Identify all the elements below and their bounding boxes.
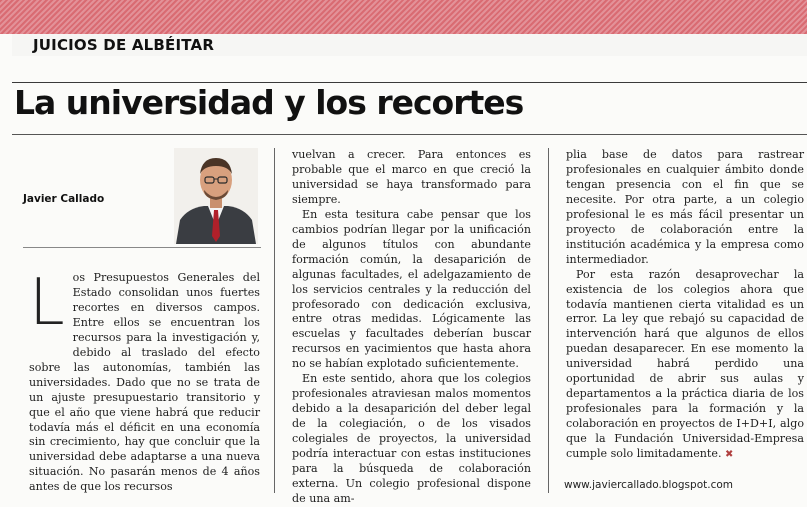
column-3 bbox=[566, 148, 804, 463]
paragraph: En este sentido, ahora que los colegios profesionales atraviesan malos momentos debido a la desaparición del deber legal de la colegiación, o de los visados colegiales de proyectos, la universidad podría interactuar con estas instituciones para la búsqueda de colaboración externa. Un colegio profesional dispone de una am- bbox=[292, 372, 531, 505]
paragraph: os Presupuestos Generales del Estado consolidan unos fuertes recortes en diversos campos. Entre ellos se encuentran los recursos para la investigación y, debido al traslado del efecto sobre las autonomías, también las universidades. Dado que no se trata de un ajuste presupuestario transitorio y que el año que viene habrá que reducir todavía más el déficit en una economía sin crecimiento, hay que concluir que la universidad debe adaptarse a una nueva situación. No pasarán menos de 4 años antes de que los recursos bbox=[29, 271, 260, 494]
article-headline: La universidad y los recortes bbox=[14, 83, 524, 122]
paragraph bbox=[566, 268, 804, 463]
drop-cap: L bbox=[29, 266, 65, 340]
headline-rule bbox=[12, 134, 807, 135]
column-rule-1 bbox=[274, 148, 275, 493]
paragraph: plia base de datos para rastrear profesionales en cualquier ámbito donde tengan presencia con el fin que se necesite. Por otra parte, a un colegio profesional le es más fácil presentar un proyecto de colaboración entre la institución académica y la empresa como intermediador. bbox=[566, 148, 804, 266]
end-mark-icon: ✖ bbox=[725, 449, 734, 461]
author-photo bbox=[174, 148, 258, 244]
section-title: JUICIOS DE ALBÉITAR bbox=[33, 36, 215, 54]
paragraph-text: Por esta razón desaprovechar la existencia de los colegios ahora que todavía mantienen cierta vitalidad es un error. La ley que rebajó su capacidad de intervención hará que algunos de ellos puedan desaparecer. En ese momento la universidad habrá perdido una oportunidad de abrir sus aulas y departamentos a la práctica diaria de los profesionales para la formación y la colaboración en proyectos de I+D+I, algo que la Fundación Universidad-Empresa cumple solo limitadamente. bbox=[566, 267, 804, 461]
column-2 bbox=[292, 148, 531, 507]
blog-url: www.javiercallado.blogspot.com bbox=[564, 479, 733, 491]
decorative-top-band bbox=[0, 0, 807, 34]
column-rule-2 bbox=[548, 148, 549, 493]
paragraph: En esta tesitura cabe pensar que los cambios podrían llegar por la unificación de algunos títulos con abundante formación común, la desaparición de algunas facultades, el adelgazamiento de los servicios centrales y la reducción del profesorado con dedicación exclusiva, entre otras medidas. Lógicamente las escuelas y facultades deberían buscar recursos en yacimientos que hasta ahora no se habían explotado suficientemente. bbox=[292, 207, 531, 371]
column-1 bbox=[29, 266, 260, 495]
author-divider bbox=[23, 247, 261, 248]
author-name: Javier Callado bbox=[23, 193, 105, 205]
paragraph: vuelvan a crecer. Para entonces es probable que el marco en que creció la universidad se haya transformado para siempre. bbox=[292, 148, 531, 206]
